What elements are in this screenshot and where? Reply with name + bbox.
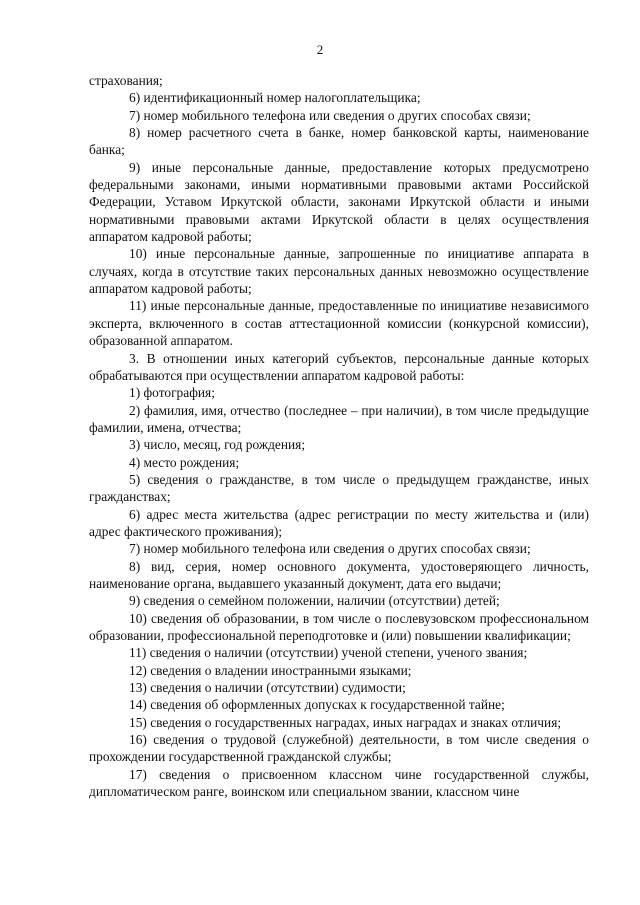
paragraph: 11) сведения о наличии (отсутствии) ученой степени, ученого звания; xyxy=(129,645,528,661)
paragraph: 11) иные персональные данные, предоставленные по инициативе независимого эксперта, включенного в состав аттестационной комиссии (конкурсной комиссии), образованной аппаратом. xyxy=(89,298,589,349)
paragraph: 4) место рождения; xyxy=(129,454,240,470)
paragraph: 14) сведения об оформленных допусках к государственной тайне; xyxy=(129,697,505,713)
paragraph: 16) сведения о трудовой (служебной) деятельности, в том числе сведения о прохождении государственной гражданской службы; xyxy=(89,732,589,765)
paragraph: 9) иные персональные данные, предоставление которых предусмотрено федеральными законами, иными нормативными правовыми актами Российской Федерации, Уставом Иркутской области, законами Иркутской области и иными нормативными правовыми актами Иркутской области в целях осуществления аппаратом кадровой работы; xyxy=(89,159,589,245)
paragraph: 7) номер мобильного телефона или сведения о других способах связи; xyxy=(129,541,531,557)
paragraph: 9) сведения о семейном положении, наличии (отсутствии) детей; xyxy=(129,593,500,609)
page-number: 2 xyxy=(316,42,324,57)
paragraph: 1) фотография; xyxy=(129,385,215,401)
paragraph: страхования; xyxy=(89,73,163,88)
paragraph: 12) сведения о владении иностранными языками; xyxy=(129,662,412,678)
paragraph: 15) сведения о государственных наградах, иных наградах и знаках отличия; xyxy=(129,714,562,730)
paragraph: 8) вид, серия, номер основного документа, удостоверяющего личность, наименование органа, выдавшего указанный документ, дата его выдачи; xyxy=(89,558,589,591)
paragraph: 6) идентификационный номер налогоплательщика; xyxy=(129,90,421,106)
paragraph: 5) сведения о гражданстве, в том числе о предыдущем гражданстве, иных гражданствах; xyxy=(89,471,589,505)
document-body xyxy=(89,72,589,800)
paragraph: 8) номер расчетного счета в банке, номер банковской карты, наименование банка; xyxy=(89,125,589,158)
paragraph: 10) иные персональные данные, запрошенные по инициативе аппарата в случаях, когда в отсутствие таких персональных данных невозможно осуществление аппаратом кадровой работы; xyxy=(89,246,589,297)
paragraph: 10) сведения об образовании, в том числе о послевузовском профессиональном образовании, профессиональной переподготовке и (или) повышении квалификации; xyxy=(89,610,589,643)
paragraph: 17) сведения о присвоенном классном чине государственной службы, дипломатическом ранге, воинском или специальном звании, классном чине xyxy=(89,766,589,800)
paragraph: 6) адрес места жительства (адрес регистрации по месту жительства и (или) адрес фактического проживания); xyxy=(89,506,589,539)
paragraph: 7) номер мобильного телефона или сведения о других способах связи; xyxy=(129,107,531,123)
paragraph: 2) фамилия, имя, отчество (последнее – при наличии), в том числе предыдущие фамилии, имена, отчества; xyxy=(89,402,589,435)
paragraph: 3. В отношении иных категорий субъектов, персональные данные которых обрабатываются при осуществлении аппаратом кадровой работы: xyxy=(89,350,589,383)
paragraph: 13) сведения о наличии (отсутствии) судимости; xyxy=(129,680,406,696)
paragraph: 3) число, месяц, год рождения; xyxy=(129,437,306,453)
